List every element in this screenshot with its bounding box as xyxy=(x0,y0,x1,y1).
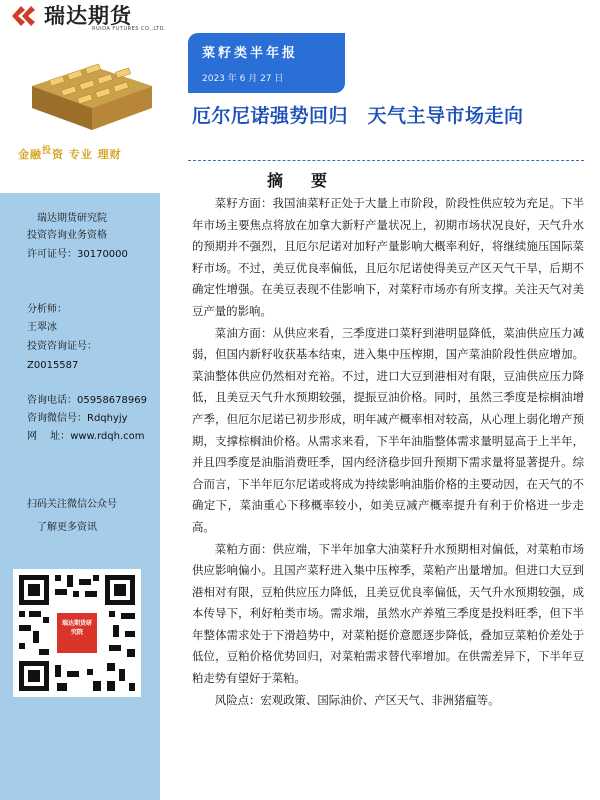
website-row xyxy=(27,429,145,444)
contact-phone: 咨询电话：05958678969 xyxy=(27,395,147,406)
qualification: 投资咨询业务资格 xyxy=(27,230,107,241)
company-logo xyxy=(0,0,170,36)
gold-bars-illustration xyxy=(22,38,162,148)
slogan-part-2: 投 xyxy=(42,146,53,156)
header-divider xyxy=(188,160,584,161)
analyst-label: 分析师： xyxy=(27,304,67,315)
abstract-body xyxy=(192,193,584,711)
ruida-logo-icon xyxy=(8,3,38,29)
cert-number: Z0015587 xyxy=(27,360,79,371)
report-date: 2023 年 6 月 27 日 xyxy=(202,74,284,84)
scan-prompt: 扫码关注微信公众号 xyxy=(27,499,117,510)
risk-paragraph: 风险点：宏观政策、国际油价、产区天气、非洲猪瘟等。 xyxy=(214,692,500,707)
logo-english-name: RUIDA FUTURES CO.,LTD. xyxy=(92,26,167,32)
cert-label: 投资咨询证号： xyxy=(27,341,97,352)
sidebar xyxy=(0,193,160,800)
slogan xyxy=(18,146,122,162)
rapeseed-oil-paragraph: 菜油方面：从供应来看，三季度进口菜籽到港明显降低，菜油供应压力减弱，但国内新籽收获基本结束，进入集中压榨期，国产菜油阶段性供应增加。菜油整体供应仍然相对充裕。不过，进口大豆到港相对有限，豆油供应压力降低，且美豆天气升水预期较强，提振豆油价格。同时，虽然三季度是棕榈油增产季，但厄尔尼诺已初步形成，明年减产概率相对较高，从心理上弱化增产预期，支撑棕榈油价格。从需求来看，下半年油脂整体需求量明显高于上半年，并且四季度是油脂消费旺季，国内经济稳步回升预期下需求量将显著提升。综合而言，下半年厄尔尼诺或将成为持续影响油脂价格的主要动因，在天气的不确定下，菜油重心下移概率较小，如美豆减产概率提升有利于价格进一步走高。 xyxy=(192,325,584,534)
report-type: 菜籽类半年报 xyxy=(202,46,299,61)
analyst-name: 王翠冰 xyxy=(27,322,57,333)
website-link[interactable]: www.rdqh.com xyxy=(70,431,145,442)
abstract-title: 摘 要 xyxy=(266,171,333,190)
rapeseed-paragraph: 菜籽方面：我国油菜籽正处于大量上市阶段，阶段性供应较为充足。下半年市场主要焦点将放在加拿大新籽产量状况上，初期市场状况良好，天气升水的预期并不强烈，且厄尔尼诺对加籽产量影响大概率利好，将继续施压国际菜籽市场。不过，美豆优良率偏低，且厄尔尼诺使得美豆产区天气干旱，后期不确定性增强。在美豆表现不佳影响下，对菜籽市场亦有所支撑。关注天气对美豆产量的影响。 xyxy=(192,196,584,318)
slogan-part-3: 资 专业 理财 xyxy=(52,148,122,161)
rapeseed-meal-paragraph: 菜粕方面：供应端，下半年加拿大油菜籽升水预期相对偏低，对菜粕市场供应影响偏小。且国产菜籽进入集中压榨季，菜粕产出量增加。但进口大豆到港相对有限，豆粕供应压力降低，且美豆优良率偏低，天气升水预期较强，成本传导下，利好粕类市场。需求端，虽然水产养殖三季度是投料旺季，但下半年整体需求处于下滑趋势中，对菜粕挺价意愿逐步降低，叠加豆菜粕价差处于低位，豆粕价格优势回归，对菜粕需求替代率增加。在供需差异下，下半年豆粕走势有望好于菜粕。 xyxy=(192,541,584,686)
wechat-qr-code xyxy=(13,569,141,697)
report-headline: 厄尔尼诺强势回归 天气主导市场走向 xyxy=(192,105,524,127)
logo-chinese-name: 瑞达期货 xyxy=(44,4,132,28)
scan-subprompt: 了解更多资讯 xyxy=(37,522,97,533)
institute-name: 瑞达期货研究院 xyxy=(37,213,107,224)
contact-wechat: 咨询微信号：Rdqhyjy xyxy=(27,413,128,424)
slogan-part-1: 金融 xyxy=(18,148,42,161)
website-label: 网 址： xyxy=(27,431,71,442)
report-type-badge xyxy=(188,33,345,93)
license-number: 许可证号：30170000 xyxy=(27,249,128,260)
qr-center-label: 瑞达期货研究院 xyxy=(61,620,92,636)
